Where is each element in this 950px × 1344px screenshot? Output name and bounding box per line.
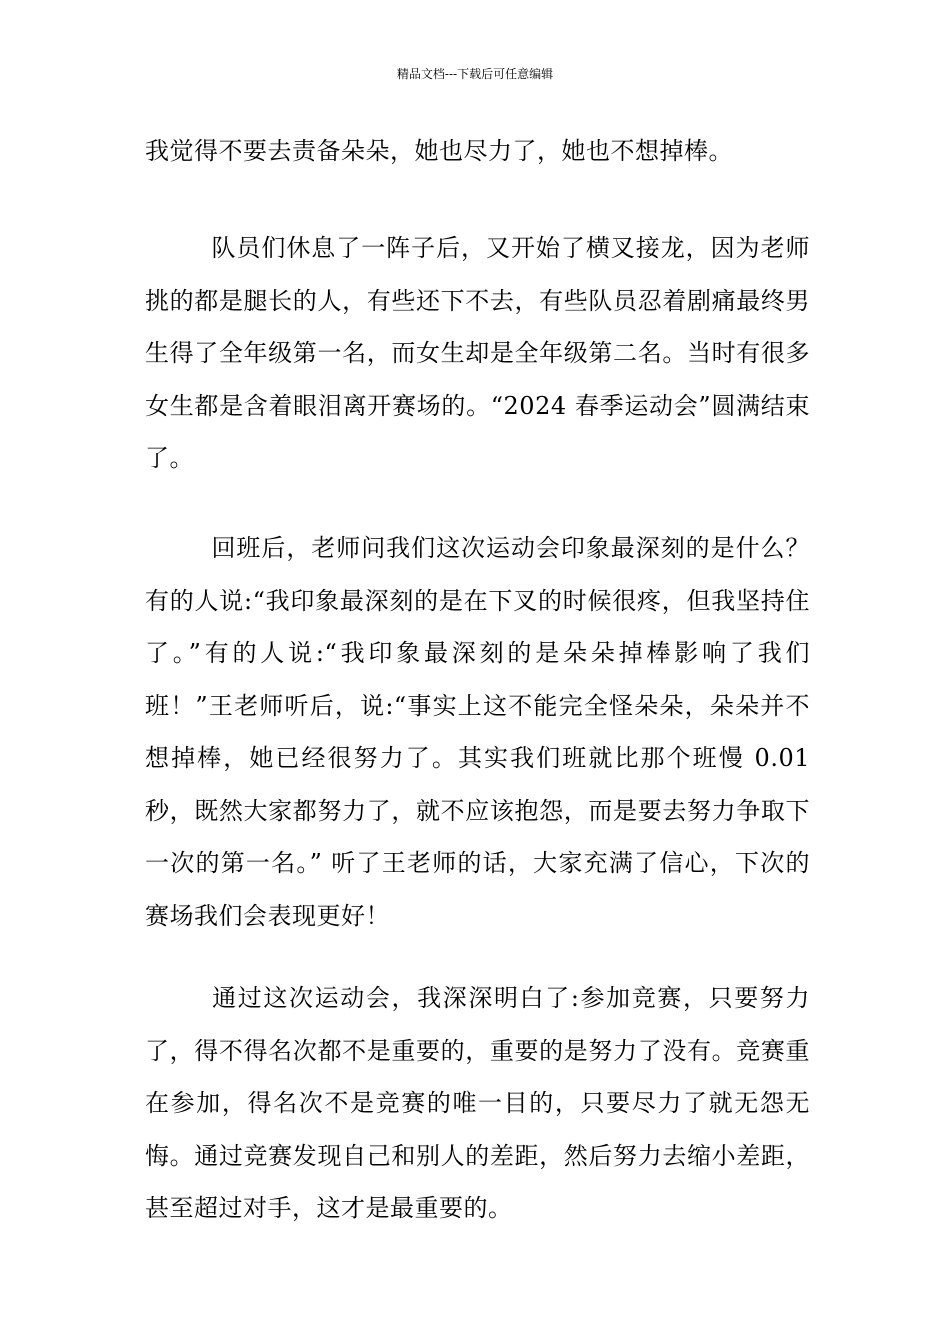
- paragraph-text: 回班后，老师问我们这次运动会印象最深刻的是什么？有的人说:“我印象最深刻的是在下叉的时候很疼，但我坚持住了。”有的人说:“我印象最深刻的是朵朵掉棒影响了我们班！”王老师听后，说:“事实上这不能完全怪朵朵，朵朵并不想掉棒，她已经很努力了。其实我们班就比那个班慢 0.01 秒，既然大家都努力了，就不应该抱怨，而是要去努力争取下一次的第一名。” 听了王老师的话，大家充满了信心，下次的赛场我们会表现更好！: [145, 534, 810, 930]
- paragraph-text: 我觉得不要去责备朵朵，她也尽力了，她也不想掉棒。: [145, 137, 733, 165]
- paragraph-continuation: [145, 125, 810, 178]
- paragraph-text: 通过这次运动会，我深深明白了:参加竞赛，只要努力了，得不得名次都不是重要的，重要的是努力了没有。竞赛重在参加，得名次不是竞赛的唯一目的，只要尽力了就无怨无悔。通过竞赛发现自己和别人的差距，然后努力去缩小差距，甚至超过对手，这才是最重要的。: [145, 984, 810, 1222]
- paragraph-class-discussion: [145, 522, 810, 942]
- paragraph-text: 队员们休息了一阵子后，又开始了横叉接龙，因为老师挑的都是腿长的人，有些还下不去，有些队员忍着剧痛最终男生得了全年级第一名，而女生却是全年级第二名。当时有很多女生都是含着眼泪离开赛场的。“2024 春季运动会”圆满结束了。: [145, 234, 810, 472]
- page-header: 精品文档---下载后可任意编辑: [396, 67, 554, 81]
- paragraph-conclusion: [145, 972, 810, 1235]
- paragraph-relay-result: [145, 222, 810, 485]
